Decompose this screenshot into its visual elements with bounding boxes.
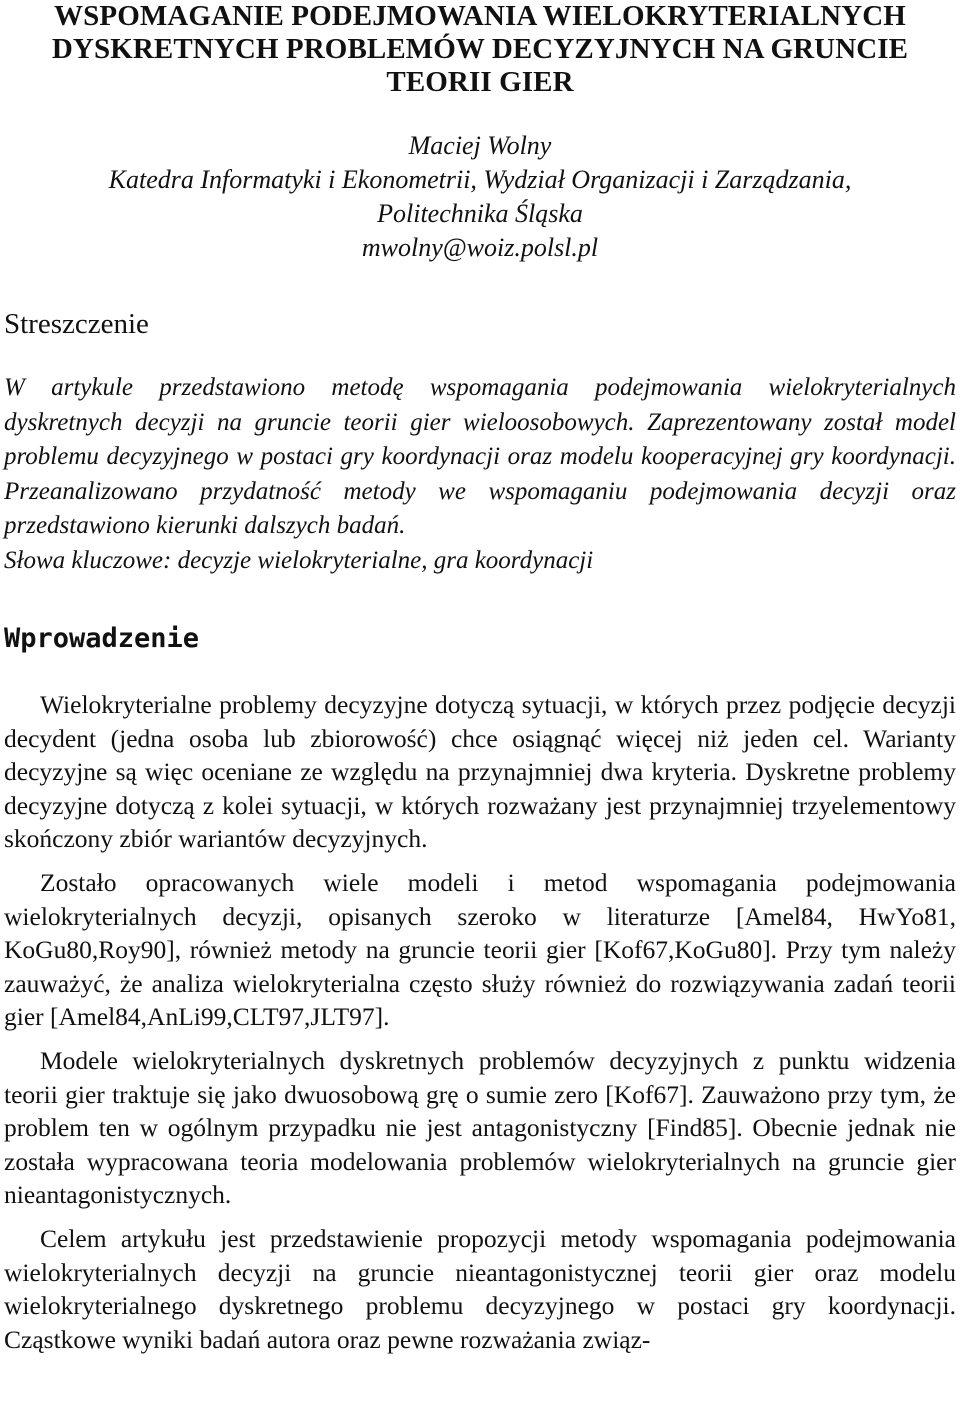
abstract-heading: Streszczenie (4, 308, 149, 340)
title-line-2: DYSKRETNYCH PROBLEMÓW DECYZYJNYCH NA GRUNCIE (51, 33, 909, 65)
author-affiliation-line-2: Politechnika Śląska (377, 199, 583, 228)
abstract-text: W artykule przedstawiono metodę wspomagania podejmowania wielokryterialnych dyskretnych decyzji na gruncie teorii gier wieloosobowych. Zaprezentowany został model problemu decyzyjnego w postaci gry koordynacji oraz modelu kooperacyjnej gry koordynacji. Przeanalizowano przydatność metody we wspomaganiu podejmowania decyzji oraz przedstawiono kierunki dalszych badań. (4, 374, 956, 539)
title-line-3: TEORII GIER (386, 66, 574, 98)
paragraph: Celem artykułu jest przedstawienie propozycji metody wspomagania podejmowania wielokryterialnych decyzji na gruncie nieantagonistycznej teorii gier oraz modelu wielokryterialnego dyskretnego problemu decyzyjnego w postaci gry koordynacji. Cząstkowe wyniki badań autora oraz pewne rozważania związ- (4, 1223, 956, 1354)
author-block (4, 129, 956, 265)
keywords: Słowa kluczowe: decyzje wielokryterialne, gra koordynacji (4, 546, 594, 574)
abstract (4, 371, 956, 578)
title-line-1: WSPOMAGANIE PODEJMOWANIA WIELOKRYTERIALNYCH (54, 0, 906, 32)
introduction-heading: Wprowadzenie (4, 623, 200, 654)
author-email: mwolny@woiz.polsl.pl (361, 233, 599, 262)
paragraph: Modele wielokryterialnych dyskretnych problemów decyzyjnych z punktu widzenia teorii gier traktuje się jako dwuosobową grę o sumie zero [Kof67]. Zauważono przy tym, że problem ten w ogólnym przypadku nie jest antagonistyczny [Find85]. Obecnie jednak nie została wypracowana teoria modelowania problemów wielokryterialnych na gruncie gier nieantagonistycznych. (4, 1045, 956, 1210)
paper-title (4, 0, 956, 99)
author-name: Maciej Wolny (408, 131, 552, 160)
paragraph: Wielokryterialne problemy decyzyjne dotyczą sytuacji, w których przez podjęcie decyzji decydent (jedna osoba lub zbiorowość) chce osiągnąć więcej niż jeden cel. Warianty decyzyjne są więc oceniane ze względu na przynajmniej dwa kryteria. Dyskretne problemy decyzyjne dotyczą z kolei sytuacji, w których rozważany jest przynajmniej trzyelementowy skończony zbiór wariantów decyzyjnych. (4, 690, 956, 854)
paragraph: Zostało opracowanych wiele modeli i metod wspomagania podejmowania wielokryterialnych decyzji, opisanych szeroko w literaturze [Amel84, HwYo81, KoGu80,Roy90], również metody na gruncie teorii gier [Kof67,KoGu80]. Przy tym należy zauważyć, że analiza wielokryterialna często służy również do rozwiązywania zadań teorii gier [Amel84,AnLi99,CLT97,JLT97]. (4, 867, 956, 1032)
author-affiliation-line-1: Katedra Informatyki i Ekonometrii, Wydział Organizacji i Zarządzania, (108, 165, 852, 194)
introduction-body (4, 688, 956, 1356)
